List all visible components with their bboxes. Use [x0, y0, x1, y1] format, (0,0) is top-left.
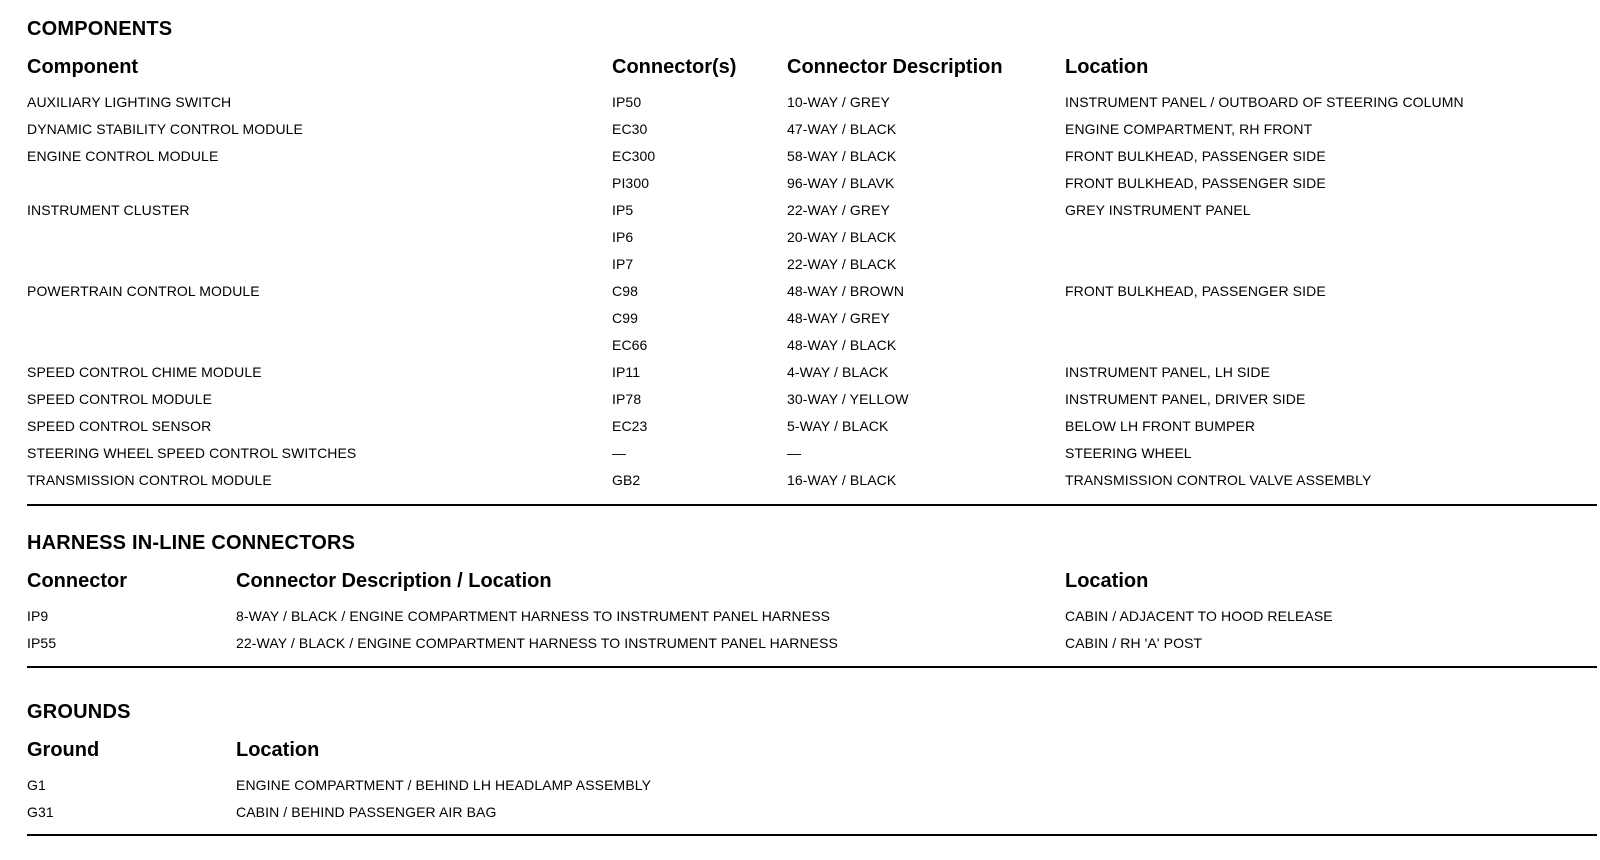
- table-row: [27, 777, 1597, 804]
- component-column-header: Component: [27, 56, 139, 78]
- location-cell: CABIN / RH 'A' POST: [1065, 635, 1203, 651]
- location-cell: ENGINE COMPARTMENT, RH FRONT: [1065, 121, 1313, 137]
- ground-cell: G31: [27, 804, 54, 820]
- connector-cell: EC66: [612, 337, 648, 353]
- description-cell: 30-WAY / YELLOW: [787, 391, 909, 407]
- location-cell: GREY INSTRUMENT PANEL: [1065, 202, 1251, 218]
- description-cell: 16-WAY / BLACK: [787, 472, 897, 488]
- connector-cell: IP5: [612, 202, 634, 218]
- description-cell: 48-WAY / BLACK: [787, 337, 897, 353]
- location-column-header: Location: [1065, 570, 1149, 592]
- description-cell: 20-WAY / BLACK: [787, 229, 897, 245]
- description-cell: 22-WAY / GREY: [787, 202, 890, 218]
- connector-cell: EC300: [612, 148, 656, 164]
- location-column-header: Location: [236, 739, 320, 761]
- connector-description-location-column-header: Connector Description / Location: [236, 570, 552, 592]
- connector-cell: IP6: [612, 229, 634, 245]
- connector-cell: IP7: [612, 256, 634, 272]
- table-row: [27, 148, 1597, 175]
- component-cell: SPEED CONTROL CHIME MODULE: [27, 364, 262, 380]
- table-row: [27, 391, 1597, 418]
- description-cell: 48-WAY / BROWN: [787, 283, 905, 299]
- table-row: [27, 445, 1597, 472]
- description-cell: —: [787, 445, 802, 461]
- component-cell: STEERING WHEEL SPEED CONTROL SWITCHES: [27, 445, 357, 461]
- location-cell: ENGINE COMPARTMENT / BEHIND LH HEADLAMP ASSEMBLY: [236, 777, 652, 793]
- description-cell: 8-WAY / BLACK / ENGINE COMPARTMENT HARNESS TO INSTRUMENT PANEL HARNESS: [236, 608, 831, 624]
- table-row: [27, 121, 1597, 148]
- connector-cell: EC30: [612, 121, 648, 137]
- table-row: [27, 635, 1597, 662]
- component-cell: TRANSMISSION CONTROL MODULE: [27, 472, 272, 488]
- location-cell: CABIN / ADJACENT TO HOOD RELEASE: [1065, 608, 1333, 624]
- description-cell: 22-WAY / BLACK: [787, 256, 897, 272]
- connector-cell: GB2: [612, 472, 641, 488]
- location-cell: FRONT BULKHEAD, PASSENGER SIDE: [1065, 283, 1326, 299]
- table-row: [27, 202, 1597, 229]
- connectors-column-header: Connector(s): [612, 56, 737, 78]
- description-cell: 47-WAY / BLACK: [787, 121, 897, 137]
- description-cell: 58-WAY / BLACK: [787, 148, 897, 164]
- component-cell: POWERTRAIN CONTROL MODULE: [27, 283, 260, 299]
- table-row: [27, 256, 1597, 283]
- connector-cell: IP11: [612, 364, 641, 380]
- connector-cell: IP78: [612, 391, 642, 407]
- harness-divider: [27, 666, 1597, 668]
- location-cell: INSTRUMENT PANEL / OUTBOARD OF STEERING COLUMN: [1065, 94, 1464, 110]
- grounds-title: GROUNDS: [27, 701, 131, 723]
- description-cell: 96-WAY / BLAVK: [787, 175, 895, 191]
- components-title: COMPONENTS: [27, 18, 173, 40]
- location-cell: STEERING WHEEL: [1065, 445, 1192, 461]
- ground-cell: G1: [27, 777, 46, 793]
- location-column-header: Location: [1065, 56, 1149, 78]
- connector-cell: EC23: [612, 418, 648, 434]
- description-cell: 22-WAY / BLACK / ENGINE COMPARTMENT HARNESS TO INSTRUMENT PANEL HARNESS: [236, 635, 838, 651]
- location-cell: CABIN / BEHIND PASSENGER AIR BAG: [236, 804, 497, 820]
- grounds-divider: [27, 834, 1597, 836]
- harness-title: HARNESS IN-LINE CONNECTORS: [27, 532, 356, 554]
- description-cell: 5-WAY / BLACK: [787, 418, 889, 434]
- table-row: [27, 175, 1597, 202]
- table-row: [27, 364, 1597, 391]
- connector-description-column-header: Connector Description: [787, 56, 1003, 78]
- location-cell: BELOW LH FRONT BUMPER: [1065, 418, 1256, 434]
- component-cell: DYNAMIC STABILITY CONTROL MODULE: [27, 121, 303, 137]
- components-header-row: [27, 56, 1597, 84]
- table-row: [27, 472, 1597, 499]
- location-cell: FRONT BULKHEAD, PASSENGER SIDE: [1065, 148, 1326, 164]
- connector-column-header: Connector: [27, 570, 127, 592]
- component-cell: AUXILIARY LIGHTING SWITCH: [27, 94, 232, 110]
- grounds-header-row: [27, 739, 1597, 767]
- component-cell: INSTRUMENT CLUSTER: [27, 202, 190, 218]
- description-cell: 10-WAY / GREY: [787, 94, 890, 110]
- table-row: [27, 337, 1597, 364]
- location-cell: INSTRUMENT PANEL, LH SIDE: [1065, 364, 1271, 380]
- connector-cell: IP9: [27, 608, 49, 624]
- connector-cell: PI300: [612, 175, 650, 191]
- table-row: [27, 418, 1597, 445]
- connector-cell: IP50: [612, 94, 642, 110]
- components-section: [27, 14, 1597, 510]
- table-row: [27, 283, 1597, 310]
- grounds-table-body: [27, 777, 1597, 831]
- table-row: [27, 94, 1597, 121]
- component-cell: SPEED CONTROL MODULE: [27, 391, 213, 407]
- components-table-body: [27, 94, 1597, 499]
- description-cell: 4-WAY / BLACK: [787, 364, 889, 380]
- component-cell: ENGINE CONTROL MODULE: [27, 148, 219, 164]
- connector-cell: C99: [612, 310, 638, 326]
- ground-column-header: Ground: [27, 739, 100, 761]
- connector-cell: C98: [612, 283, 638, 299]
- location-cell: FRONT BULKHEAD, PASSENGER SIDE: [1065, 175, 1326, 191]
- location-cell: INSTRUMENT PANEL, DRIVER SIDE: [1065, 391, 1306, 407]
- components-divider: [27, 504, 1597, 506]
- description-cell: 48-WAY / GREY: [787, 310, 890, 326]
- harness-table-body: [27, 608, 1597, 662]
- component-cell: SPEED CONTROL SENSOR: [27, 418, 212, 434]
- connector-cell: IP55: [27, 635, 57, 651]
- table-row: [27, 229, 1597, 256]
- location-cell: TRANSMISSION CONTROL VALVE ASSEMBLY: [1065, 472, 1372, 488]
- table-row: [27, 804, 1597, 831]
- harness-header-row: [27, 570, 1597, 598]
- connector-cell: —: [612, 445, 627, 461]
- harness-section: [27, 528, 1597, 678]
- table-row: [27, 310, 1597, 337]
- grounds-section: [27, 697, 1597, 847]
- table-row: [27, 608, 1597, 635]
